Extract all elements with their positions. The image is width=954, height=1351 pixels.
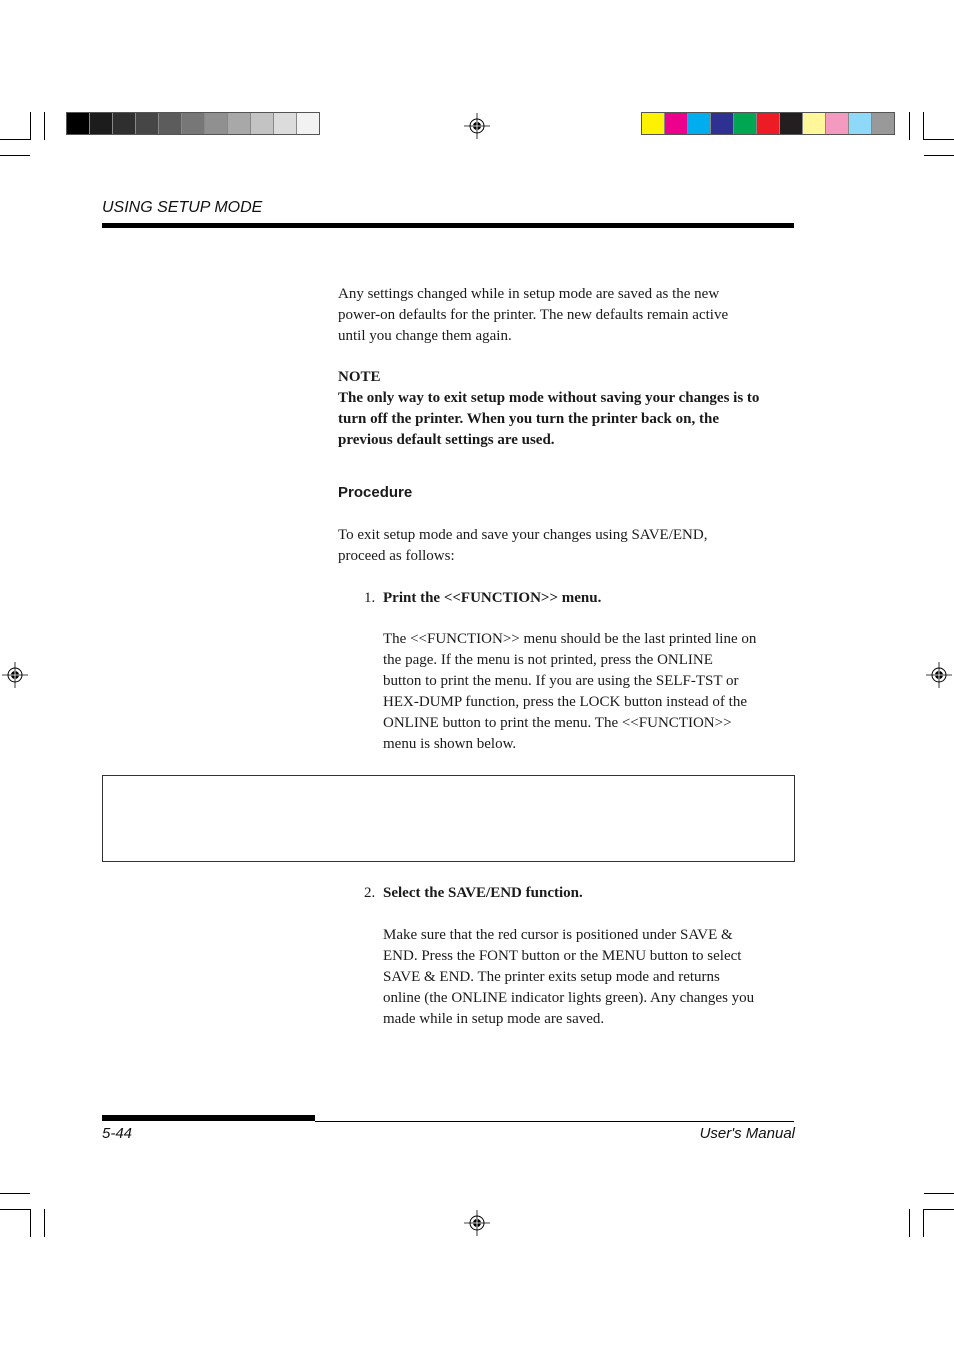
- section-header: USING SETUP MODE: [102, 199, 263, 216]
- step-body: [383, 925, 798, 1030]
- text-line: ONLINE button to print the menu. The <<FUNCTION>>: [383, 715, 732, 731]
- step-number: 2.: [364, 885, 376, 901]
- note-line: The only way to exit setup mode without saving your changes is to: [338, 390, 760, 406]
- color-swatch: [803, 113, 826, 134]
- color-swatch: [826, 113, 849, 134]
- procedure-intro: [338, 525, 798, 567]
- color-swatch: [67, 113, 90, 134]
- color-swatch: [734, 113, 757, 134]
- color-swatch: [159, 113, 182, 134]
- registration-mark-icon: [464, 113, 490, 139]
- manual-title: User's Manual: [699, 1125, 795, 1142]
- text-line: made while in setup mode are saved.: [383, 1011, 605, 1027]
- text-line: Any settings changed while in setup mode are saved as the new: [338, 286, 720, 302]
- color-swatch: [182, 113, 205, 134]
- color-swatch: [780, 113, 803, 134]
- color-swatch: [274, 113, 297, 134]
- text-line: online (the ONLINE indicator lights green). Any changes you: [383, 990, 755, 1006]
- registration-mark-icon: [464, 1210, 490, 1236]
- color-swatch: [711, 113, 734, 134]
- crop-mark-top-left-v1: [30, 112, 31, 140]
- text-line: Make sure that the red cursor is positioned under SAVE &: [383, 927, 733, 943]
- color-swatch: [665, 113, 688, 134]
- color-swatch: [688, 113, 711, 134]
- color-swatch: [297, 113, 319, 134]
- text-line: power-on defaults for the printer. The new defaults remain active: [338, 307, 729, 323]
- crop-mark-top-right-v1: [923, 112, 924, 140]
- color-swatch: [228, 113, 251, 134]
- step-title: Print the <<FUNCTION>> menu.: [383, 590, 602, 606]
- crop-mark-top-left-h2: [0, 155, 30, 156]
- note-block: [338, 367, 798, 451]
- footer-thick-rule: [102, 1115, 315, 1121]
- color-swatch-strip: [641, 112, 895, 135]
- registration-mark-icon: [2, 662, 28, 688]
- text-line: END. Press the FONT button or the MENU button to select: [383, 948, 742, 964]
- color-swatch: [251, 113, 274, 134]
- crop-mark-bottom-left-v1: [30, 1209, 31, 1237]
- note-line: previous default settings are used.: [338, 432, 555, 448]
- text-line: To exit setup mode and save your changes using SAVE/END,: [338, 527, 708, 543]
- function-menu-box: [102, 775, 795, 862]
- crop-mark-bottom-right-h2: [924, 1193, 954, 1194]
- crop-mark-bottom-left-h: [0, 1209, 30, 1210]
- text-line: The <<FUNCTION>> menu should be the last printed line on: [383, 631, 757, 647]
- crop-mark-top-left-h: [0, 139, 30, 140]
- crop-mark-bottom-right-v1: [923, 1209, 924, 1237]
- footer-thin-rule: [315, 1121, 794, 1122]
- header-rule: [102, 223, 794, 228]
- color-swatch: [849, 113, 872, 134]
- crop-mark-top-right-h2: [924, 155, 954, 156]
- text-line: proceed as follows:: [338, 548, 455, 564]
- page-number: 5-44: [102, 1125, 133, 1142]
- color-swatch: [136, 113, 159, 134]
- text-line: menu is shown below.: [383, 736, 517, 752]
- color-swatch: [872, 113, 894, 134]
- text-line: SAVE & END. The printer exits setup mode and returns: [383, 969, 720, 985]
- step-body: [383, 629, 798, 755]
- crop-mark-top-right-v2: [909, 112, 910, 140]
- color-swatch: [113, 113, 136, 134]
- text-line: the page. If the menu is not printed, press the ONLINE: [383, 652, 713, 668]
- registration-mark-icon: [926, 662, 952, 688]
- text-line: HEX-DUMP function, press the LOCK button instead of the: [383, 694, 747, 710]
- procedure-heading: Procedure: [338, 484, 413, 501]
- note-line: turn off the printer. When you turn the printer back on, the: [338, 411, 719, 427]
- color-swatch: [642, 113, 665, 134]
- crop-mark-bottom-right-v2: [909, 1209, 910, 1237]
- step-number: 1.: [364, 590, 376, 606]
- color-swatch: [757, 113, 780, 134]
- crop-mark-top-right-h: [924, 139, 954, 140]
- crop-mark-top-left-v2: [44, 112, 45, 140]
- grayscale-swatch-strip: [66, 112, 320, 135]
- crop-mark-bottom-left-v2: [44, 1209, 45, 1237]
- text-line: until you change them again.: [338, 328, 512, 344]
- crop-mark-bottom-right-h: [924, 1209, 954, 1210]
- color-swatch: [205, 113, 228, 134]
- crop-mark-bottom-left-h2: [0, 1193, 30, 1194]
- text-line: button to print the menu. If you are using the SELF-TST or: [383, 673, 739, 689]
- step-title: Select the SAVE/END function.: [383, 885, 583, 901]
- color-swatch: [90, 113, 113, 134]
- note-title: NOTE: [338, 369, 381, 385]
- intro-paragraph: [338, 284, 798, 347]
